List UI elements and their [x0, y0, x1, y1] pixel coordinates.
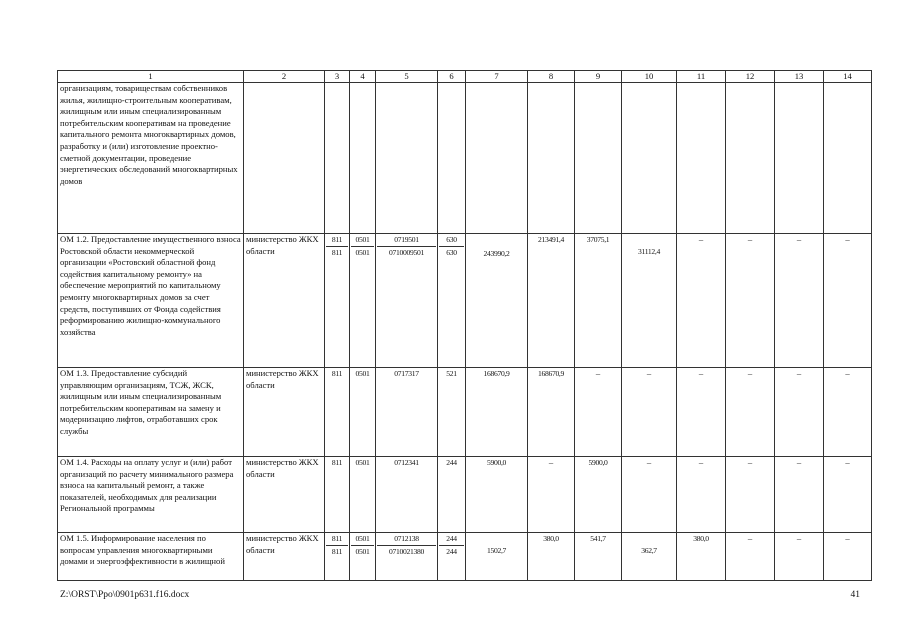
value-cell: –	[622, 368, 677, 457]
code-cell: 630 630	[438, 234, 466, 368]
code-cell: 0712341	[376, 457, 438, 533]
value-cell: –	[726, 234, 775, 368]
value-cell: –	[775, 234, 824, 368]
value-cell: –	[575, 368, 622, 457]
value-cell: 37075,1	[575, 234, 622, 368]
header-cell: 6	[438, 71, 466, 83]
header-cell: 14	[824, 71, 872, 83]
code-cell: 244	[438, 457, 466, 533]
total-cell: 243990,2	[466, 234, 528, 368]
value-cell: –	[622, 457, 677, 533]
executor-cell: министерство ЖКХ области	[244, 368, 325, 457]
code-cell: 0719501 0710009501	[376, 234, 438, 368]
value-cell: –	[824, 368, 872, 457]
header-cell: 3	[325, 71, 350, 83]
code-cell: 0712138 0710021380	[376, 533, 438, 581]
code-cell: 811 811	[325, 533, 350, 581]
table-row	[58, 368, 872, 457]
total-cell: 168670,9	[466, 368, 528, 457]
code-cell: 811 811	[325, 234, 350, 368]
code-cell: 0501 0501	[350, 533, 376, 581]
table-row	[58, 533, 872, 581]
header-cell: 7	[466, 71, 528, 83]
table-row	[58, 457, 872, 533]
value-cell: 31112,4	[622, 234, 677, 368]
total-cell: 1502,7	[466, 533, 528, 581]
description-cell: ОМ 1.4. Расходы на оплату услуг и (или) работ организаций по расчету минимального размера взноса на капитальный ремонт, а также показателей, необходимых для реализации Региональной программы	[58, 457, 244, 533]
executor-cell: министерство ЖКХ области	[244, 533, 325, 581]
value-cell: –	[528, 457, 575, 533]
value-cell: 380,0	[677, 533, 726, 581]
code-cell: 0717317	[376, 368, 438, 457]
table-row	[58, 83, 872, 234]
value-cell: –	[677, 234, 726, 368]
header-cell: 5	[376, 71, 438, 83]
description-cell: ОМ 1.5. Информирование населения по вопросам управления многоквартирными домами и энергоэффективности в жилищной	[58, 533, 244, 581]
value-cell: –	[677, 457, 726, 533]
value-cell: –	[824, 234, 872, 368]
header-cell: 12	[726, 71, 775, 83]
file-path: Z:\ORST\Ppo\0901p631.f16.docx	[60, 590, 190, 600]
value-cell: 213491,4	[528, 234, 575, 368]
code-cell: 521	[438, 368, 466, 457]
value-cell: –	[677, 368, 726, 457]
header-cell: 10	[622, 71, 677, 83]
executor-cell: министерство ЖКХ области	[244, 457, 325, 533]
header-cell: 8	[528, 71, 575, 83]
header-row	[58, 71, 872, 83]
executor-cell: министерство ЖКХ области	[244, 234, 325, 368]
total-cell: 5900,0	[466, 457, 528, 533]
value-cell: 168670,9	[528, 368, 575, 457]
value-cell: 362,7	[622, 533, 677, 581]
code-cell: 811	[325, 457, 350, 533]
header-cell: 13	[775, 71, 824, 83]
header-cell: 4	[350, 71, 376, 83]
description-cell: ОМ 1.2. Предоставление имущественного взноса Ростовской области некоммерческой организации «Ростовский областной фонд содействия капитальному ремонту» на обеспечение мероприятий по капитальному ремонту многоквартирных домов за счет средств, поступивших от Фонда содействия реформированию жилищно-коммунального хозяйства	[58, 234, 244, 368]
value-cell: 541,7	[575, 533, 622, 581]
budget-table	[57, 70, 872, 581]
value-cell: 380,0	[528, 533, 575, 581]
value-cell: –	[726, 457, 775, 533]
code-cell: 244 244	[438, 533, 466, 581]
table-row	[58, 234, 872, 368]
value-cell: –	[824, 533, 872, 581]
header-cell: 1	[58, 71, 244, 83]
code-cell: 0501 0501	[350, 234, 376, 368]
description-cell: ОМ 1.3. Предоставление субсидий управляющим организациям, ТСЖ, ЖСК, жилищным или иным специализированным потребительским кооперативам на замену и модернизацию лифтов, отработавших срок службы	[58, 368, 244, 457]
code-cell: 0501	[350, 368, 376, 457]
value-cell: –	[775, 368, 824, 457]
header-cell: 2	[244, 71, 325, 83]
value-cell: –	[824, 457, 872, 533]
header-cell: 9	[575, 71, 622, 83]
value-cell: –	[726, 533, 775, 581]
header-cell: 11	[677, 71, 726, 83]
description-cell: организациям, товариществам собственников жилья, жилищно-строительным кооперативам, жилищным или иным специализированным потребительским кооперативам на проведение капитального ремонта многоквартирных домов, разработку и (или) изготовление проектно-сметной документации, проведение энергетических обследований многоквартирных домов	[58, 83, 244, 234]
page-number: 41	[850, 590, 860, 600]
value-cell: –	[775, 457, 824, 533]
code-cell: 811	[325, 368, 350, 457]
code-cell: 0501	[350, 457, 376, 533]
value-cell: –	[726, 368, 775, 457]
value-cell: 5900,0	[575, 457, 622, 533]
value-cell: –	[775, 533, 824, 581]
